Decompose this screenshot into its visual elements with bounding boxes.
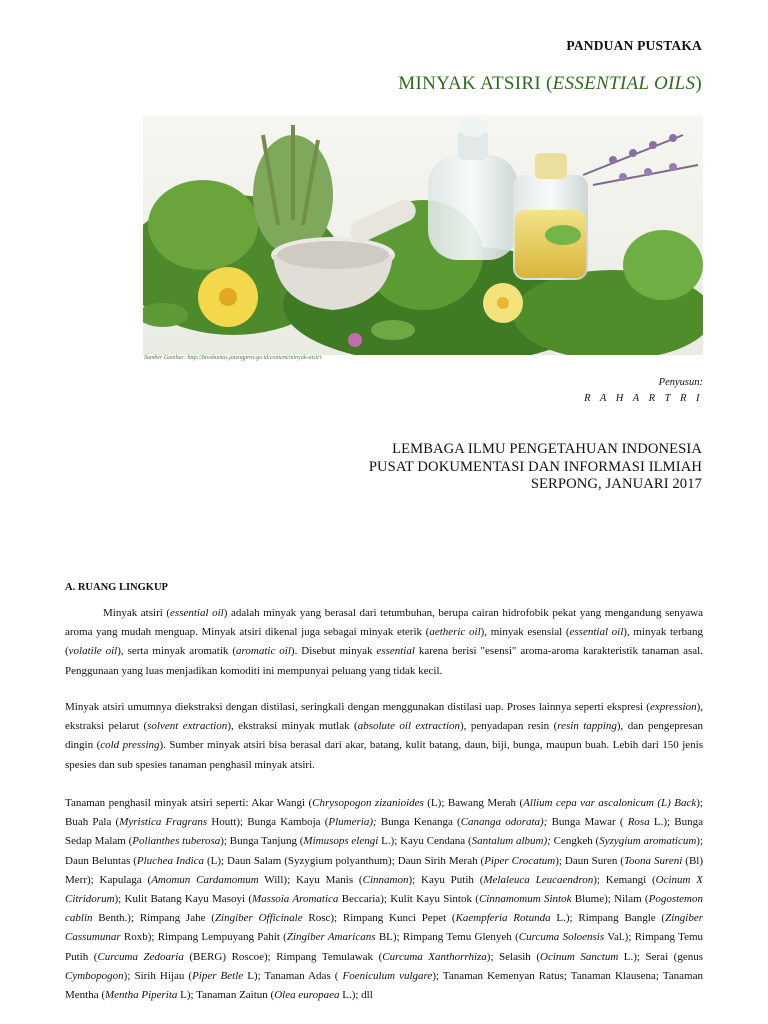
text-run: ), penyadapan resin ( — [460, 720, 558, 733]
italic-run: Foeniculum vulgare — [342, 969, 433, 982]
text-run: ); Sirih Hijau ( — [123, 969, 193, 982]
text-run: L.); Rimpang Bangle ( — [550, 912, 666, 925]
italic-run: aetheric oil — [429, 626, 481, 639]
italic-run: cold pressing — [100, 739, 160, 752]
text-run: L.); Serai (genus — [618, 950, 703, 963]
text-run: ), ekstraksi pelarut ( — [65, 701, 703, 733]
text-run: Minyak atsiri ( — [103, 607, 171, 619]
italic-run: Toona Sureni — [623, 854, 683, 867]
text-run: ); Buah Pala ( — [65, 797, 703, 829]
text-run: Will); Kayu Manis ( — [258, 873, 363, 886]
italic-run: Santalum album); — [471, 835, 551, 848]
italic-run: Ocinum Sanctum — [540, 950, 619, 963]
italic-run: Kaempferia Rotunda — [455, 912, 551, 925]
text-run: (L); Bawang Merah ( — [423, 797, 524, 809]
italic-run: resin tapping — [557, 720, 617, 733]
italic-run: Cananga odorata); — [460, 816, 548, 829]
text-run: ); Daun Beluntas ( — [65, 835, 704, 867]
italic-run: Curcuma Zedoaria — [97, 950, 184, 963]
text-run: Tanaman penghasil minyak atsiri seperti: Akar Wangi ( — [65, 797, 313, 809]
italic-run: absolute oil extraction — [357, 720, 461, 733]
document-label: PANDUAN PUSTAKA — [566, 38, 702, 53]
institution-line-1: LEMBAGA ILMU PENGETAHUAN INDONESIA — [392, 441, 702, 457]
document-title — [0, 73, 702, 95]
paragraph-3 — [65, 794, 703, 1005]
text-run: Benth.); Rimpang Jahe ( — [92, 912, 215, 925]
institution-line-2: PUSAT DOKUMENTASI DAN INFORMASI ILMIAH — [368, 459, 702, 475]
text-run: ). Disebut minyak — [290, 645, 377, 658]
italic-run: Pluchea Indica — [136, 854, 205, 867]
italic-run: Cinnamomum Sintok — [478, 893, 572, 906]
italic-run: Ocinum X Citridorum — [65, 873, 703, 906]
text-run: ); Kulit Batang Kayu Masoyi ( — [114, 893, 252, 906]
text-run: Bunga Mawar ( — [547, 816, 628, 829]
italic-run: Curcuma Soloensis — [518, 931, 605, 944]
text-run: Minyak atsiri umumnya diekstraksi dengan distilasi, seringkali dengan menggunakan distilasi uap. Proses lainnya seperti ekspresi ( — [65, 701, 650, 713]
text-run: ); Tanaman Kemenyan Ratus; Tanaman Klausena; Tanaman Mentha ( — [65, 969, 703, 1002]
text-run: (L); Daun Salam (Syzygium polyanthum); Daun Sirih Merah ( — [204, 854, 485, 867]
title-italic: ESSENTIAL OILS — [552, 73, 696, 94]
text-run: (BERG) Roscoe); Rimpang Temulawak ( — [183, 950, 383, 963]
text-run: Roxb); Rimpang Lempuyang Pahit ( — [120, 931, 287, 944]
author-label: Penyusun: — [658, 377, 703, 388]
italic-run: Amomun Cardamomum — [151, 873, 259, 886]
italic-run: Rosa — [627, 816, 650, 829]
text-run: ). Sumber minyak atsiri bisa berasal dari akar, batang, kulit batang, daun, biji, bunga, maupun buah. Lebih dari 150 jenis spesies dan sub spesies tanaman penghasil minyak atsiri. — [65, 739, 703, 771]
text-run: L.); Kayu Cendana ( — [378, 835, 472, 848]
text-run: Val.); Rimpang Temu Putih ( — [65, 931, 704, 963]
text-run: (Bl) Merr); Kapulaga ( — [65, 854, 704, 886]
italic-run: volatile oil — [68, 645, 118, 658]
text-run: ); Bunga Tanjung ( — [220, 835, 304, 848]
italic-run: Zingiber Cassumunar — [65, 912, 703, 944]
text-run: BL); Rimpang Temu Glenyeh ( — [375, 931, 519, 944]
italic-run: Chrysopogon zizanioides — [312, 797, 424, 809]
italic-run: Massoia Aromatica — [252, 893, 339, 906]
italic-run: Curcuma Xanthorrhiza — [382, 950, 487, 963]
italic-run: Cinnamon — [362, 873, 409, 886]
text-run: ) adalah minyak yang berasal dari tetumbuhan, berupa cairan hidrofobik pekat yang mengandung senyawa aroma yang mudah menguap. Minyak atsiri dikenal juga sebagai minyak eterik ( — [65, 607, 703, 639]
italic-run: essential — [376, 645, 415, 658]
italic-run: Syzygium aromaticum — [599, 835, 697, 848]
italic-run: Olea europaea — [274, 989, 340, 1002]
title-end: ) — [695, 73, 702, 94]
text-run: ); Daun Suren ( — [555, 854, 624, 867]
text-run: ), dan pengepresan dingin ( — [65, 720, 703, 752]
text-run: ); Selasih ( — [486, 950, 541, 963]
title-main: MINYAK ATSIRI ( — [398, 73, 553, 94]
text-run: ), minyak terbang ( — [65, 626, 703, 658]
italic-run: Zingiber Officinale — [214, 912, 303, 925]
italic-run: Plumeria); — [328, 816, 377, 829]
image-caption: Sumber Gambar: http://biosbumas.jatengprov.go.id/content/minyak-atsiri — [144, 355, 322, 361]
paragraph-1 — [65, 604, 703, 681]
italic-run: Mimusops elengi — [303, 835, 379, 848]
text-run: Blume); Nilam ( — [571, 893, 649, 906]
text-run: karena berisi "esensi" aroma-aroma karakteristik tanaman asal. Penggunaan yang luas menjadikan komoditi ini mempunyai peluang yang tidak kecil. — [65, 645, 703, 677]
text-run: ), minyak esensial ( — [480, 626, 570, 639]
text-run: ); Kayu Putih ( — [408, 873, 484, 886]
text-run: Cengkeh ( — [550, 835, 600, 848]
italic-run: Zingiber Amaricans — [286, 931, 376, 944]
text-run: Bunga Kenanga ( — [376, 816, 461, 829]
author-name: R A H A R T R I — [584, 393, 703, 404]
paragraph-2 — [65, 698, 703, 775]
italic-run: Piper Crocatum — [484, 854, 556, 867]
italic-run: solvent extraction — [147, 720, 228, 733]
text-run: L.); Bunga Sedap Malam ( — [65, 816, 703, 848]
italic-run: Allium cepa var ascalonicum (L) Back — [523, 797, 697, 809]
text-run: ), serta minyak aromatik ( — [117, 645, 237, 658]
text-run: ); Kemangi ( — [593, 873, 656, 886]
italic-run: Myristica Fragrans — [119, 816, 208, 829]
institution-line-3: SERPONG, JANUARI 2017 — [530, 476, 702, 492]
italic-run: essential oil — [170, 607, 224, 619]
italic-run: essential oil — [569, 626, 624, 639]
text-run: L.); dll — [339, 989, 373, 1002]
cover-photo — [143, 115, 703, 355]
italic-run: Polianthes tuberosa — [132, 835, 221, 848]
text-run: ), ekstraksi minyak mutlak ( — [227, 720, 358, 733]
text-run: Houtt); Bunga Kamboja ( — [207, 816, 329, 829]
herbs-and-oil-illustration — [143, 115, 703, 355]
italic-run: Mentha Piperita — [105, 989, 178, 1002]
italic-run: Cymbopogon — [65, 969, 124, 982]
italic-run: aromatic oil — [236, 645, 291, 658]
section-heading: A. RUANG LINGKUP — [65, 582, 168, 593]
italic-run: Pogostemon cablin — [65, 893, 703, 925]
text-run: L); Tanaman Zaitun ( — [177, 989, 275, 1002]
italic-run: Piper Betle — [192, 969, 244, 982]
text-run: Beccaria); Kulit Kayu Sintok ( — [338, 893, 479, 906]
italic-run: expression — [649, 701, 697, 713]
text-run: Rosc); Rimpang Kunci Pepet ( — [302, 912, 456, 925]
italic-run: Melaleuca Leucaendron — [483, 873, 594, 886]
text-run: L); Tanaman Adas ( — [243, 969, 343, 982]
